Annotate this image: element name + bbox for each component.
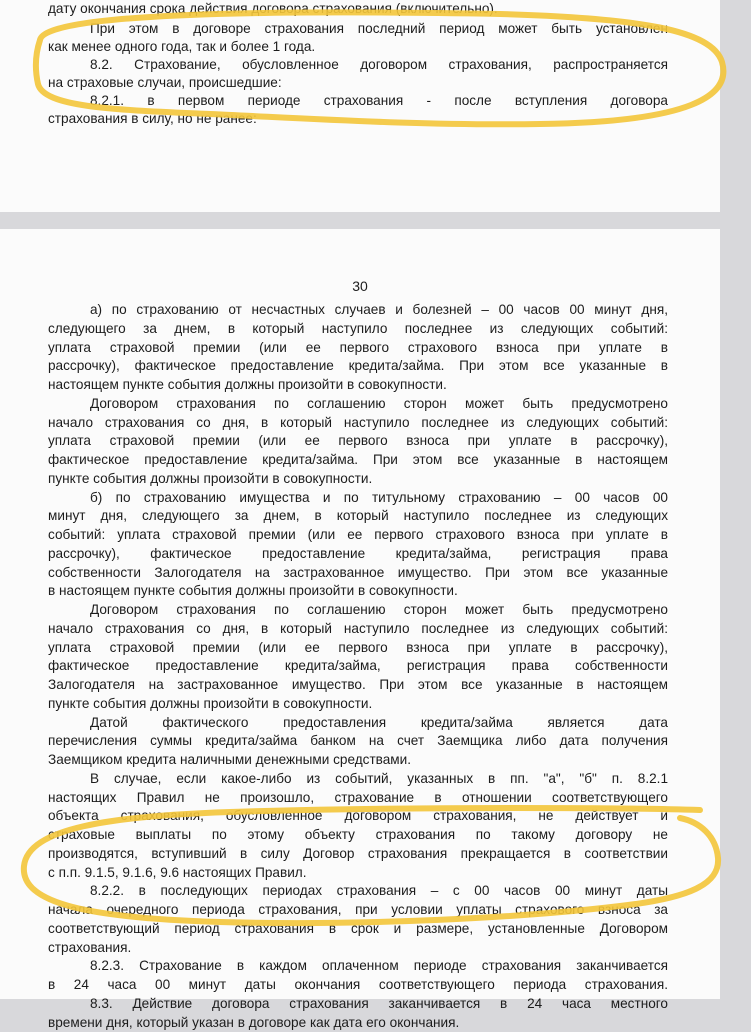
text-line: Заемщиком кредита наличными денежными средствами.	[48, 752, 412, 767]
text-line: Залогодателя на застрахованное имущество. При этом все указанные в настоящем	[48, 677, 668, 692]
text-line: начала очередного периода страхования, при условии уплаты страхового взноса за	[48, 902, 668, 917]
text-line: уплата страховой премии (или ее первого взноса при уплате в рассрочку),	[48, 639, 668, 655]
text-line: рассрочку), фактическое предоставление кредита/займа, регистрация права	[48, 545, 668, 561]
document-page-bottom	[0, 229, 720, 1030]
text-line: страхования в силу, но не ранее:	[48, 111, 257, 126]
text-line: Датой фактического предоставления кредита/займа является дата	[90, 714, 668, 730]
text-line: страховые выплаты по этому объекту страхования по такому договору не	[48, 827, 668, 842]
text-line: производятся, вступивший в силу Договор страхования прекращается в соответствии	[48, 845, 668, 861]
page-number: 30	[352, 278, 368, 294]
text-line: в настоящем пункте события должны произойти в совокупности.	[48, 583, 458, 599]
text-line: 8.2.1. в первом периоде страхования - после вступления договора	[90, 93, 668, 108]
text-line: начало страхования со дня, в который наступило последнее из следующих событий:	[48, 414, 668, 430]
text-line: 8.2.3. Страхование в каждом оплаченном периоде страхования заканчивается	[90, 958, 668, 974]
text-line: с п.п. 9.1.5, 9.1.6, 9.6 настоящих Правил.	[48, 864, 307, 880]
text-line: страхования.	[48, 939, 132, 955]
text-line: объекта страхования, обусловленное договором страхования, не действует и	[48, 808, 668, 824]
text-line: в 24 часа 00 минут даты окончания соответствующего периода страхования.	[48, 977, 668, 992]
text-line: пункте события должны произойти в совокупности.	[48, 470, 373, 486]
text-line: фактическое предоставление кредита/займа. При этом все указанные в настоящем	[48, 452, 668, 467]
text-line: уплата страховой премии (или ее первого страхового взноса при уплате в	[48, 339, 668, 355]
text-line: на страховые случаи, происшедшие:	[48, 75, 282, 90]
text-line: событий: уплата страховой премии (или ее первого страхового взноса при уплате в	[48, 527, 668, 542]
text-line: Договором страхования по соглашению сторон может быть предусмотрено	[90, 602, 668, 617]
document-page-top	[0, 0, 720, 212]
text-line: б) по страхованию имущества и по титульному страхованию – 00 часов 00	[90, 489, 668, 505]
text-line: а) по страхованию от несчастных случаев и болезней – 00 часов 00 минут дня,	[90, 302, 668, 317]
text-line: уплата страховой премии (или ее первого взноса при уплате в рассрочку),	[48, 433, 668, 449]
text-line: рассрочку), фактическое предоставление кредита/займа. При этом все указанные в	[48, 358, 668, 374]
text-line: 8.2. Страхование, обусловленное договором страхования, распространяется	[90, 57, 668, 72]
text-line: При этом в договоре страхования последний период может быть установлен	[90, 21, 668, 36]
text-line: времени дня, который указан в договоре как дата его окончания.	[48, 1014, 460, 1030]
text-line: пункте события должны произойти в совокупности.	[48, 695, 373, 711]
text-line: Договором страхования по соглашению сторон может быть предусмотрено	[90, 395, 668, 411]
text-line: настоящем пункте события должны произойти в совокупности.	[48, 377, 447, 392]
text-line: как менее одного года, так и более 1 года.	[48, 39, 316, 54]
text-line: следующего за днем, в который наступило последнее из следующих событий:	[48, 320, 668, 336]
text-line: настоящих Правил не произошло, страхование в отношении соответствующего	[48, 789, 668, 805]
text-line: собственности Залогодателя на застрахованное имущество. При этом все указанные	[48, 564, 668, 580]
text-line: фактическое предоставление кредита/займа, регистрация права собственности	[48, 658, 668, 674]
text-line: 8.3. Действие договора страхования заканчивается в 24 часа местного	[90, 995, 668, 1011]
text-line: соответствующий период страхования в срок и размере, установленные Договором	[48, 920, 668, 936]
text-line: начало страхования со дня, в который наступило последнее из следующих событий:	[48, 620, 668, 636]
text-line: дату окончания срока действия договора страхования (включительно).	[48, 1, 498, 16]
text-line: В случае, если какое-либо из событий, указанных в пп. "а", "б" п. 8.2.1	[90, 770, 668, 786]
text-line: перечисления суммы кредита/займа банком на счет Заемщика либо дата получения	[48, 733, 668, 749]
text-line: минут дня, следующего за днем, в который наступило последнее из следующих	[48, 508, 668, 524]
text-line: 8.2.2. в последующих периодах страхования – с 00 часов 00 минут даты	[90, 883, 668, 899]
